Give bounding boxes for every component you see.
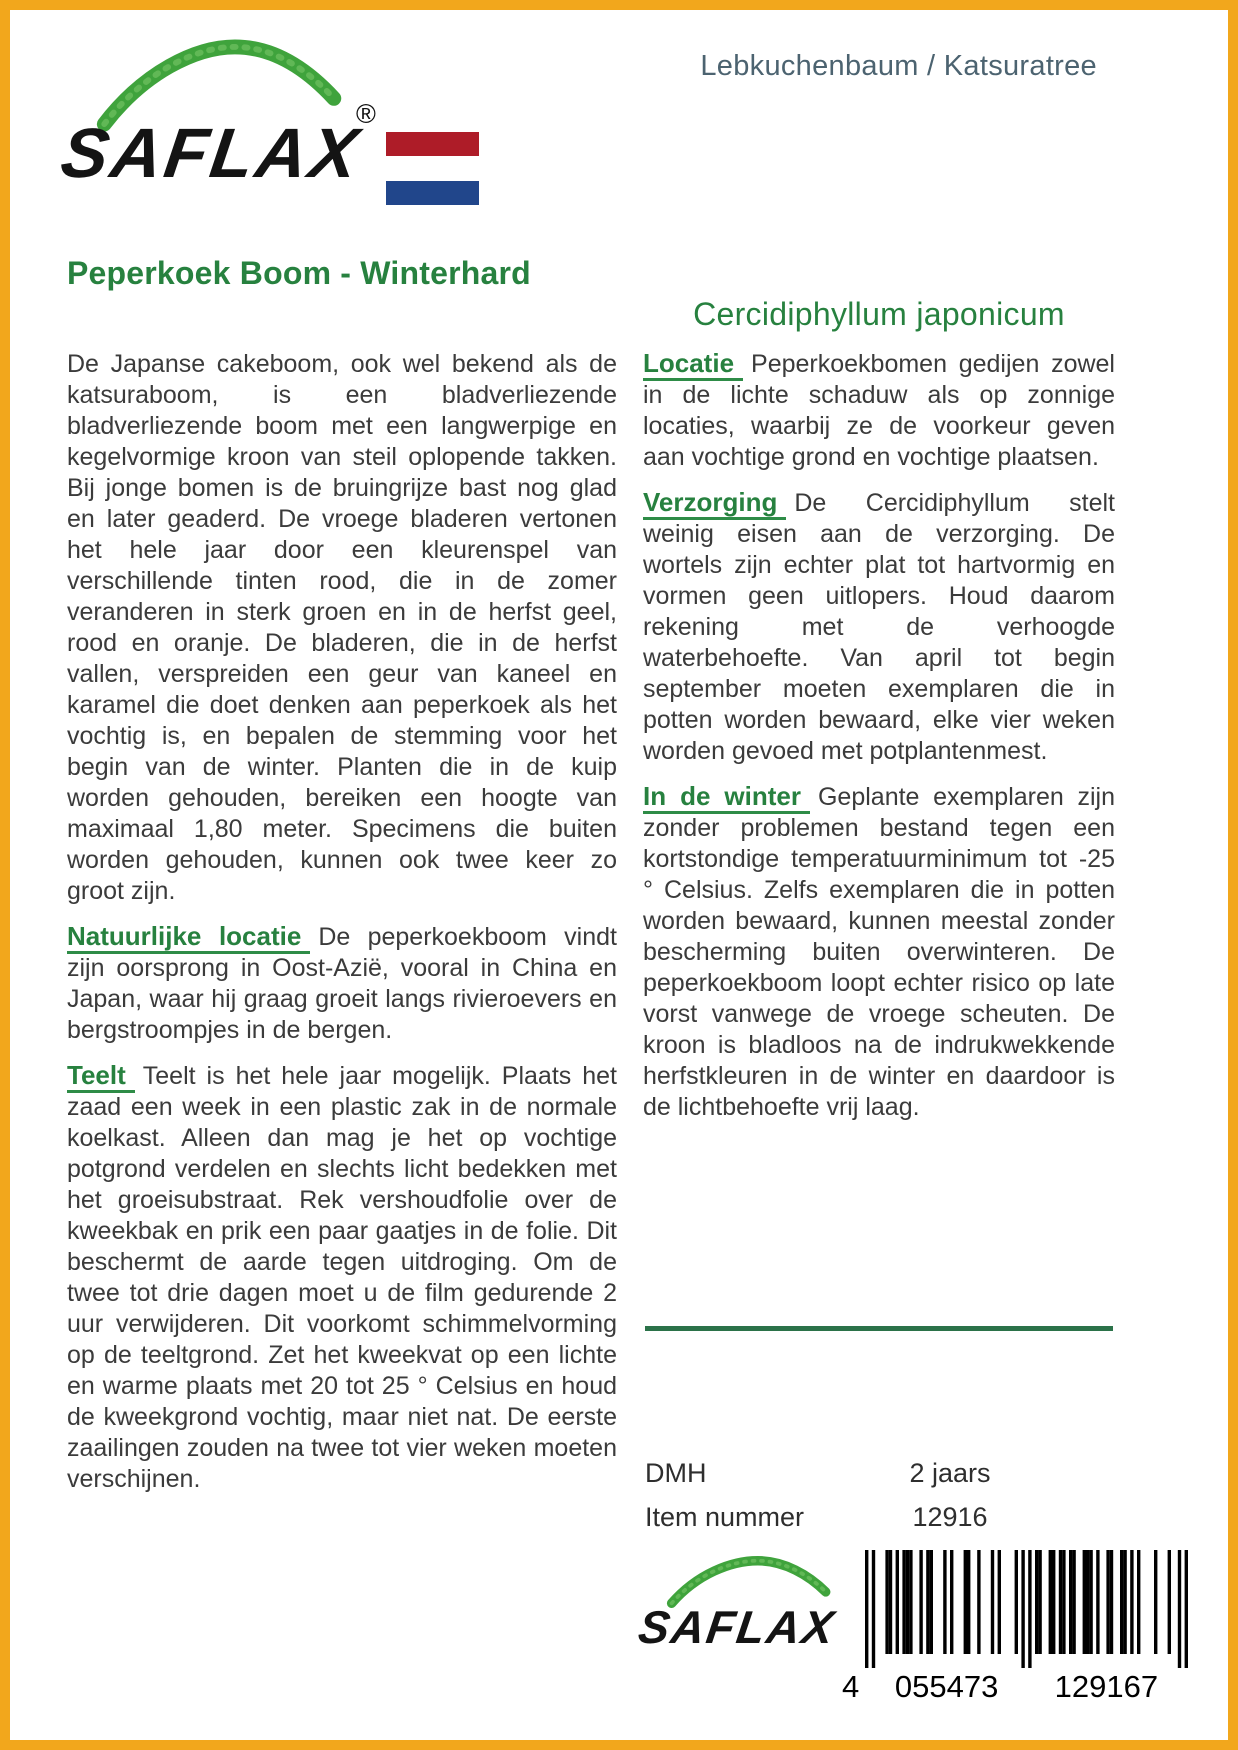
info-value-dmh: 2 jaars — [909, 1458, 991, 1488]
intro-paragraph: De Japanse cakeboom, ook wel bekend als de katsuraboom, is een bladverliezende bladverliezende boom met een langwerpige en kegelvormige kroon van steil oplopende takken. Bij jonge bomen is de bruingrijze bast nog glad en later geaderd. De vroege bladeren vertonen het hele jaar door een kleurenspel van verschillende tinten rood, die in de zomer veranderen in sterk groen en in de herfst geel, rood en oranje. De bladeren, die in de herfst vallen, verspreiden een geur van kaneel en karamel die doet denken aan peperkoek als het vochtig is, en bepalen de stemming voor het begin van de winter. Planten die in de kuip worden gehouden, bereiken een hoogte van maximaal 1,80 meter. Specimens die buiten worden gehouden, kunnen ook twee keer zo groot zijn. — [67, 350, 617, 905]
section-paragraph-location — [643, 348, 1115, 473]
section-heading: Verzorging — [643, 487, 786, 520]
saflax-logo-top — [56, 35, 490, 215]
left-text-column — [67, 253, 617, 1509]
right-text-column — [643, 294, 1115, 1137]
info-value-item-number: 12916 — [912, 1502, 988, 1532]
registered-trademark-icon: ® — [356, 99, 376, 129]
product-title: Peperkoek Boom - Winterhard — [67, 255, 531, 291]
info-label-item-number: Item nummer — [645, 1502, 805, 1532]
svg-text:4: 4 — [842, 1669, 860, 1702]
section-paragraph-cultivation — [67, 1060, 617, 1495]
section-heading: In de winter — [643, 781, 810, 814]
common-names-tagline: Lebkuchenbaum / Katsuratree — [700, 50, 1097, 82]
ean-barcode — [838, 1550, 1203, 1702]
section-text: Peperkoekbomen gedijen zowel in de lichte schaduw als op zonnige locaties, waarbij ze de voorkeur geven aan vochtige grond en vochtige plaatsen. — [643, 350, 1115, 471]
section-heading: Teelt — [67, 1060, 135, 1093]
section-paragraph-care — [643, 487, 1115, 767]
section-text: De peperkoekboom vindt zijn oorsprong in Oost-Azië, vooral in China en Japan, waar hij graag groeit langs rivieroevers en bergstroompjes in de bergen. — [67, 923, 617, 1044]
section-text: De Cercidiphyllum stelt weinig eisen aan de verzorging. De wortels zijn echter plat tot hartvormig en vormen geen uitlopers. Houd daarom rekening met de verhoogde waterbehoefte. Van april tot begin september moeten exemplaren die in potten worden bewaard, elke vier weken worden gevoed met potplantenmest. — [643, 489, 1115, 765]
saflax-logo-bottom — [605, 1550, 865, 1680]
netherlands-flag — [386, 132, 479, 205]
section-paragraph-natural-location — [67, 921, 617, 1046]
brand-wordmark: SAFLAX — [56, 114, 366, 192]
svg-text:129167: 129167 — [1054, 1669, 1159, 1702]
section-text: Teelt is het hele jaar mogelijk. Plaats het zaad een week in een plastic zak in de normale koelkast. Alleen dan mag je het op vochtige potgrond verdelen en slechts licht bedekken met het groeisubstraat. Rek vershoudfolie over de kweekbak en prik een paar gaatjes in de folie. Dit beschermt de aarde tegen uitdroging. Om de twee tot drie dagen moet u de film gedurende 2 uur verwijderen. Dit voorkomt schimmelvorming op de teeltgrond. Zet het kweekvat op een lichte en warme plaats met 20 tot 25 ° Celsius en houd de kweekgrond vochtig, maar niet nat. De eerste zaailingen zouden na twee tot vier weken moeten verschijnen. — [67, 1062, 617, 1493]
flag-blue-band — [386, 181, 479, 205]
flag-red-band — [386, 132, 479, 156]
section-paragraph-winter — [643, 781, 1115, 1123]
section-heading: Locatie — [643, 348, 743, 381]
section-heading: Natuurlijke locatie — [67, 921, 310, 954]
svg-text:055473: 055473 — [894, 1669, 999, 1702]
botanical-name: Cercidiphyllum japonicum — [693, 296, 1065, 332]
brand-wordmark: SAFLAX — [635, 1601, 839, 1653]
section-text: Geplante exemplaren zijn zonder problemen bestand tegen een kortstondige temperatuurminimum tot -25 ° Celsius. Zelfs exemplaren die in potten worden bewaard, kunnen meestal zonder bescherming buiten overwinteren. De peperkoekboom loopt echter risico op late vorst vanwege de vroege scheuten. De kroon is bladloos na de indrukwekkende herfstkleuren in de winter en daardoor is de lichtbehoefte vrij laag. — [643, 783, 1115, 1121]
info-label-dmh: DMH — [645, 1458, 707, 1488]
green-divider-line — [645, 1326, 1113, 1331]
flag-white-band — [386, 156, 479, 180]
